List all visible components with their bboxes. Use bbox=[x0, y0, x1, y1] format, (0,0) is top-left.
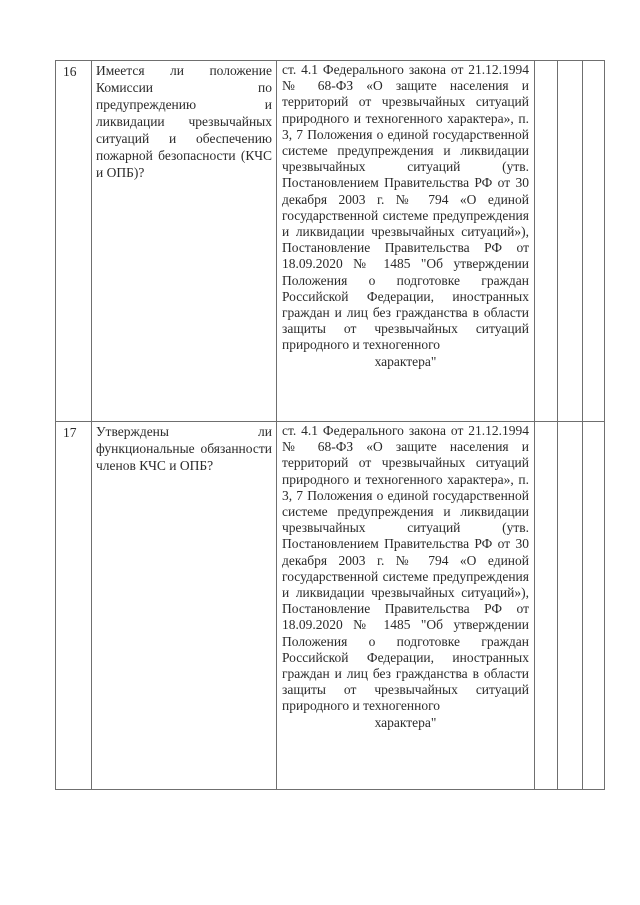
question-cell bbox=[92, 422, 277, 790]
answer-cell-1 bbox=[535, 422, 558, 790]
checklist-table bbox=[55, 60, 605, 790]
row-number: 17 bbox=[63, 425, 77, 440]
row-number-cell bbox=[56, 61, 92, 422]
legal-basis-body: ст. 4.1 Федерального закона от 21.12.1994 № 68-ФЗ «О защите населения и территорий от чрезвычайных ситуаций природного и техногенного характера», п. 3, 7 Положения о единой государственной системе предупреждения и ликвидации чрезвычайных ситуаций (утв. Постановлением Правительства РФ от 30 декабря 2003 г. № 794 «О единой государственной системе предупреждения и ликвидации чрезвычайных ситуаций»), Постановление Правительства РФ от 18.09.2020 № 1485 "Об утверждении Положения о подготовке граждан Российской Федерации, иностранных граждан и лиц без гражданства в области защиты от чрезвычайных ситуаций природного и техногенного bbox=[282, 62, 529, 353]
answer-cell-3 bbox=[583, 422, 605, 790]
legal-basis-body: ст. 4.1 Федерального закона от 21.12.1994 № 68-ФЗ «О защите населения и территорий от чрезвычайных ситуаций природного и техногенного характера», п. 3, 7 Положения о единой государственной системе предупреждения и ликвидации чрезвычайных ситуаций (утв. Постановлением Правительства РФ от 30 декабря 2003 г. № 794 «О единой государственной системе предупреждения и ликвидации чрезвычайных ситуаций»), Постановление Правительства РФ от 18.09.2020 № 1485 "Об утверждении Положения о подготовке граждан Российской Федерации, иностранных граждан и лиц без гражданства в области защиты от чрезвычайных ситуаций природного и техногенного bbox=[282, 423, 529, 714]
legal-basis-cell bbox=[277, 422, 535, 790]
row-number: 16 bbox=[63, 64, 77, 79]
answer-cell-2 bbox=[558, 61, 583, 422]
answer-cell-3 bbox=[583, 61, 605, 422]
question-text: Имеется ли положение Комиссии по предупреждению и ликвидации чрезвычайных ситуаций и обеспечению пожарной безопасности (КЧС и ОПБ)? bbox=[96, 63, 272, 180]
row-number-cell bbox=[56, 422, 92, 790]
answer-cell-2 bbox=[558, 422, 583, 790]
question-text: Утверждены ли функциональные обязанности членов КЧС и ОПБ? bbox=[96, 424, 272, 473]
answer-cell-1 bbox=[535, 61, 558, 422]
legal-basis-text bbox=[277, 422, 534, 731]
legal-basis-ending: характера" bbox=[374, 714, 437, 730]
table-row bbox=[56, 422, 605, 790]
table-row bbox=[56, 61, 605, 422]
legal-basis-cell bbox=[277, 61, 535, 422]
question-cell bbox=[92, 61, 277, 422]
legal-basis-text bbox=[277, 61, 534, 370]
legal-basis-ending: характера" bbox=[374, 353, 437, 369]
